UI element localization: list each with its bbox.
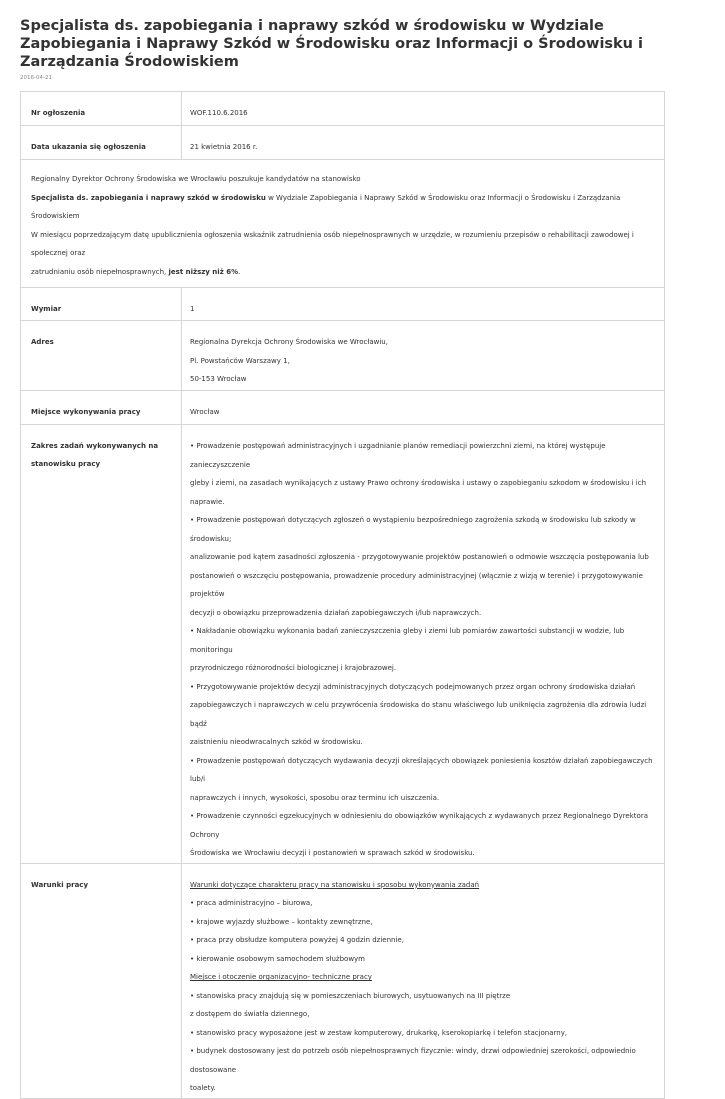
intro-text	[21, 160, 665, 288]
warunki-heading-2: Miejsce i otoczenie organizacyjno- techniczne pracy	[190, 973, 372, 981]
warunki-item: • stanowisko pracy wyposażone jest w zestaw komputerowy, drukarkę, kserokopiarkę i telefon stacjonarny,	[190, 1028, 568, 1037]
warunki-item: • budynek dostosowany jest do potrzeb osób niepełnosprawnych fizycznie: windy, drzwi odpowiedniej szerokości, odpowiednio dostosowane	[190, 1047, 636, 1074]
zakres-line: Środowiska we Wrocławiu decyzji i postanowień w sprawach szkód w środowisku.	[190, 849, 475, 857]
zakres-line: zapobiegawczych i naprawczych w celu przywrócenia środowiska do stanu właściwego lub uniknięcia zagrożenia dla zdrowia ludzi bądź	[190, 701, 647, 728]
intro-line-4-post: .	[238, 267, 241, 276]
label-zakres: Zakres zadań wykonywanych na stanowisku pracy	[21, 425, 182, 864]
label-data-ogloszenia: Data ukazania się ogłoszenia	[21, 126, 182, 160]
intro-position-bold: Specjalista ds. zapobiegania i naprawy szkód w środowisku	[31, 193, 266, 202]
adres-line: Pl. Powstańców Warszawy 1,	[190, 356, 290, 365]
row-warunki	[21, 863, 665, 1098]
zakres-line: analizowanie pod kątem zasadności zgłoszenia - przygotowywanie projektów postanowień o odmowie wszczęcia postępowania lub	[190, 553, 649, 561]
zakres-line: • Prowadzenie postępowań dotyczących wydawania decyzji określających obowiązek poniesienia kosztów działań zapobiegawczych lub/i	[190, 756, 653, 783]
adres-line: Regionalna Dyrekcja Ochrony Środowiska we Wrocławiu,	[190, 338, 388, 346]
zakres-line: • Przygotowywanie projektów decyzji administracyjnych dotyczących podejmowanych przez organ ochrony środowiska działań	[190, 682, 636, 691]
zakres-line: przyrodniczego różnorodności biologicznej i krajobrazowej.	[190, 664, 397, 672]
adres-line: 50-153 Wrocław	[190, 375, 247, 383]
row-miejsce	[21, 391, 665, 425]
zakres-line: postanowień o wszczęciu postępowania, prowadzenie procedury administracyjnej (włącznie z wizją w terenie) i przygotowywanie projektów	[190, 571, 643, 598]
warunki-item: • krajowe wyjazdy służbowe – kontakty zewnętrzne,	[190, 917, 373, 926]
zakres-line: • Nakładanie obowiązku wykonania badań zanieczyszczenia gleby i ziemi lub pomiarów zawartości substancji w wodzie, lub monitoringu	[190, 627, 625, 654]
intro-line-1: Regionalny Dyrektor Ochrony Środowiska we Wrocławiu poszukuje kandydatów na stanowisko	[31, 175, 361, 183]
zakres-line: zaistnieniu nieodwracalnych szkód w środowisku.	[190, 738, 363, 746]
row-data-ogloszenia	[21, 126, 665, 160]
value-zakres	[182, 425, 665, 864]
value-miejsce: Wrocław	[182, 391, 665, 425]
label-warunki: Warunki pracy	[21, 863, 182, 1098]
intro-position-rest: w Wydziale Zapobiegania i Naprawy Szkód w Środowisku oraz Informacji o Środowisku i Zarządzania Środowiskiem	[31, 193, 621, 220]
value-wymiar: 1	[182, 288, 665, 321]
zakres-line: • Prowadzenie postępowań administracyjnych i uzgadnianie planów remediacji powierzchni ziemi, na której występuje zanieczyszczenie	[190, 442, 606, 469]
row-zakres	[21, 425, 665, 864]
zakres-line: gleby i ziemi, na zasadach wynikających z ustawy Prawo ochrony środowiska i ustawy o zapobieganiu szkodom w środowisku i ich naprawie.	[190, 479, 647, 506]
label-wymiar: Wymiar	[21, 288, 182, 321]
zakres-line: • Prowadzenie postępowań dotyczących zgłoszeń o wystąpieniu bezpośredniego zagrożenia szkodą w środowisku lub szkody w środowisku;	[190, 516, 636, 543]
value-nr-ogloszenia: WOF.110.6.2016	[182, 92, 665, 126]
value-data-ogloszenia: 21 kwietnia 2016 r.	[182, 126, 665, 160]
intro-line-3: W miesiącu poprzedzającym datę upublicznienia ogłoszenia wskaźnik zatrudnienia osób niepełnosprawnych w urzędzie, w rozumieniu przepisów o rehabilitacji zawodowej i społecznej oraz	[31, 230, 634, 257]
row-adres	[21, 321, 665, 391]
label-nr-ogloszenia: Nr ogłoszenia	[21, 92, 182, 126]
warunki-heading-1: Warunki dotyczące charakteru pracy na stanowisku i sposobu wykonywania zadań	[190, 880, 480, 889]
warunki-item: toalety.	[190, 1084, 216, 1092]
job-ad-table	[20, 91, 665, 1099]
row-intro	[21, 160, 665, 288]
warunki-item: • praca przy obsłudze komputera powyżej 4 godzin dziennie,	[190, 936, 404, 944]
warunki-item: • kierowanie osobowym samochodem służbowym	[190, 954, 366, 963]
intro-line-4-pre: zatrudnianiu osób niepełnosprawnych,	[31, 267, 169, 276]
zakres-line: • Prowadzenie czynności egzekucyjnych w odniesieniu do obowiązków wynikających z wydawanych przez Regionalnego Dyrektora Ochrony	[190, 812, 648, 839]
intro-line-2	[31, 189, 654, 226]
published-date: 2016-04-21	[20, 75, 52, 81]
page-title: Specjalista ds. zapobiegania i naprawy szkód w środowisku w Wydziale Zapobiegania i Naprawy Szkód w Środowisku oraz Informacji o Środowisku i Zarządzania Środowiskiem	[20, 18, 644, 70]
value-warunki	[182, 863, 665, 1098]
warunki-item: • stanowiska pracy znajdują się w pomieszczeniach biurowych, usytuowanych na III piętrze	[190, 991, 511, 1000]
zakres-line: naprawczych i innych, wysokości, sposobu oraz terminu ich uiszczenia.	[190, 793, 440, 802]
warunki-item: z dostępem do światła dziennego,	[190, 1010, 310, 1018]
value-adres	[182, 321, 665, 391]
intro-disability-rate: jest niższy niż 6%	[168, 267, 239, 276]
warunki-item: • praca administracyjno – biurowa,	[190, 899, 313, 907]
label-miejsce: Miejsce wykonywania pracy	[21, 391, 182, 425]
intro-line-4	[31, 263, 654, 282]
label-adres: Adres	[21, 321, 182, 391]
zakres-line: decyzji o obowiązku przeprowadzenia działań zapobiegawczych i/lub naprawczych.	[190, 608, 482, 617]
row-nr-ogloszenia	[21, 92, 665, 126]
row-wymiar	[21, 288, 665, 321]
